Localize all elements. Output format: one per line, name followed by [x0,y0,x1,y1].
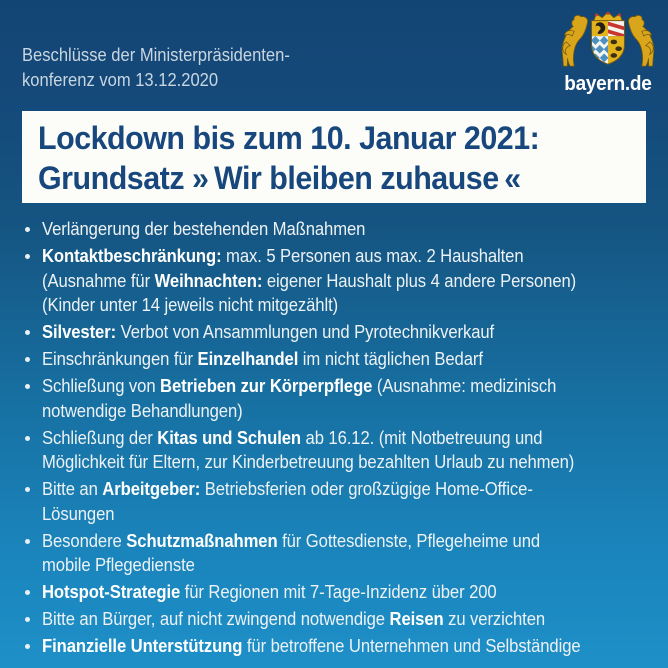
source-note-line2: konferenz vom 13.12.2020 [22,70,219,90]
measure-line [42,374,556,399]
measure-text-segment: zu verzichten [443,608,546,629]
measure-item [22,347,656,372]
measure-text [42,580,547,605]
bullet-dot-icon [25,384,30,389]
measure-line [42,529,540,554]
title-box [22,111,646,203]
bullet-dot-icon [25,330,30,335]
measure-line [42,607,545,632]
bullet-dot-icon [25,617,30,622]
measure-text-segment: Finanzielle Unterstützung [42,635,243,656]
measure-text [42,217,401,242]
measure-line [42,450,574,475]
measure-text-segment: für betroffene Unternehmen und Selbständige [242,635,581,656]
measure-text-segment: notwendige Behandlungen) [42,399,243,421]
measure-text-segment: Weihnachten: [154,269,263,291]
measure-line [42,634,581,659]
measure-text-segment: Kontaktbeschränkung: [42,245,222,266]
measure-text-segment: Verlängerung der bestehenden Maßnahmen [42,218,366,239]
measure-text [42,374,613,423]
page-title-line2: Grundsatz » Wir bleiben zuhause « [38,160,521,196]
measure-text-segment: Lösungen [42,502,115,524]
measure-item [22,320,656,345]
measure-text [42,477,587,526]
measure-text-segment: Bitte an [42,478,103,499]
measure-text-segment: eigener Haushalt plus 4 andere Personen) [262,269,577,291]
measure-text-segment: max. 5 Personen aus max. 2 Haushalten [221,245,524,266]
measure-text-segment: Schließung der [42,426,158,448]
measure-line [42,399,556,424]
brand-name: bayern.de [564,73,652,95]
measure-text-segment: Bitte an Bürger, auf nicht zwingend notwendige [42,608,390,629]
measure-text-segment: Einzelhandel [197,348,299,369]
measure-item [22,580,656,605]
measure-text-segment: für Regionen mit 7-Tage-Inzidenz über 200 [180,581,497,602]
measure-text [42,426,633,475]
measures-list [22,217,656,661]
page-title-line1: Lockdown bis zum 10. Januar 2021: [38,120,540,156]
measure-line [42,347,483,372]
bullet-dot-icon [25,436,30,441]
bullet-dot-icon [25,357,30,362]
measure-text-segment: Betriebsferien oder großzügige Home-Office- [200,478,533,499]
measure-text [42,634,640,659]
measure-item [22,217,656,242]
measure-text-segment: für Gottesdienste, Pflegeheime und [277,529,541,551]
measure-text-segment: Kitas und Schulen [157,426,301,448]
bavaria-coat-of-arms-icon [559,10,657,70]
measure-item [22,529,656,578]
measure-text-segment: Reisen [389,608,444,629]
measure-line [42,320,494,345]
measure-text [42,320,544,345]
bullet-dot-icon [25,227,30,232]
measure-text-segment: Schließung von [42,375,161,396]
measure-line [42,217,365,242]
measure-text [42,529,595,578]
source-note-line1: Beschlüsse der Ministerpräsidenten- [22,45,290,65]
measure-text-segment: Verbot von Ansammlungen und Pyrotechnikverkauf [116,321,495,342]
measure-line [42,293,576,318]
measure-text-segment: Betrieben zur Körperpflege [160,375,373,396]
measure-text-segment: mobile Pflegedienste [42,554,195,575]
measure-text-segment: Möglichkeit für Eltern, zur Kinderbetreuung bezahlten Urlaub zu nehmen) [42,451,575,472]
bullet-dot-icon [25,590,30,595]
measure-line [42,477,533,502]
bayern-logo [556,10,660,96]
measure-text-segment: im nicht täglichen Bedarf [298,348,483,369]
bullet-dot-icon [25,644,30,649]
measure-item [22,607,656,632]
bullet-dot-icon [25,487,30,492]
measure-line [42,502,533,527]
measure-item [22,244,656,318]
measure-line [42,426,574,451]
measure-text-segment: Silvester: [42,321,117,342]
measure-text-segment: (Ausnahme: medizinisch [372,375,557,396]
source-note [22,43,313,93]
measure-text [42,607,601,632]
measure-item [22,426,656,475]
measure-line [42,553,540,578]
measure-line [42,269,576,294]
measure-text-segment: Arbeitgeber: [102,478,201,499]
measure-text-segment: (Ausnahme für [42,269,155,291]
measure-text-segment: Hotspot-Strategie [42,581,181,602]
measure-text-segment: (Kinder unter 14 jeweils nicht mitgezählt) [42,294,339,315]
bullet-dot-icon [25,539,30,544]
measure-line [42,580,497,605]
bullet-dot-icon [25,254,30,259]
measure-item [22,477,656,526]
measure-text-segment: ab 16.12. (mit Notbetreuung und [300,426,543,448]
measure-text [42,347,532,372]
measure-text-segment: Einschränkungen für [42,348,198,369]
measure-text-segment: Schutzmaßnahmen [126,529,278,551]
measure-text [42,244,635,318]
measure-text-segment: Besondere [42,529,127,551]
measure-item [22,374,656,423]
measure-item [22,634,656,659]
measure-line [42,244,576,269]
